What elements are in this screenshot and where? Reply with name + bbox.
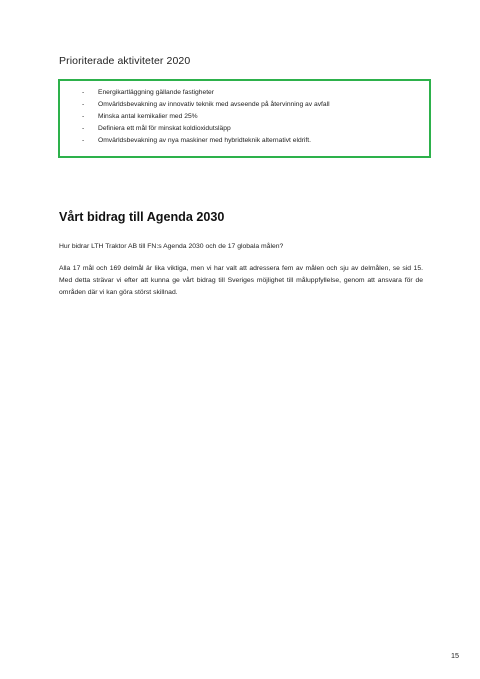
bullet-dash: - bbox=[82, 113, 85, 121]
bullet-dash: - bbox=[82, 101, 85, 109]
list-item-text: Omvärldsbevakning av innovativ teknik med avseende på återvinning av avfall bbox=[98, 101, 330, 109]
page-number: 15 bbox=[451, 651, 459, 660]
list-item-text: Minska antal kemikalier med 25% bbox=[98, 113, 198, 121]
agenda-paragraph: Alla 17 mål och 169 delmål är lika viktiga, men vi har valt att adressera fem av målen och sju av delmålen, se sid 15. Med detta strävar vi efter att kunna ge vårt bidrag till Sveriges möjlighet till måluppfyllelse, genom att ansvara för de områden där vi kan göra störst skillnad. bbox=[59, 265, 423, 296]
bullet-dash: - bbox=[82, 137, 85, 145]
agenda-heading: Vårt bidrag till Agenda 2030 bbox=[59, 210, 225, 224]
list-item bbox=[82, 123, 425, 135]
bullet-dash: - bbox=[82, 125, 85, 133]
list-item bbox=[82, 111, 425, 123]
list-item bbox=[82, 99, 425, 111]
list-item-text: Energikartläggning gällande fastigheter bbox=[98, 89, 214, 96]
bullet-dash: - bbox=[82, 89, 85, 96]
activities-box bbox=[58, 79, 431, 158]
list-item bbox=[82, 135, 425, 147]
activities-list bbox=[82, 87, 425, 147]
activities-heading: Prioriterade aktiviteter 2020 bbox=[59, 55, 191, 67]
list-item bbox=[82, 87, 425, 99]
list-item-text: Omvärldsbevakning av nya maskiner med hybridteknik alternativt eldrift. bbox=[98, 137, 311, 145]
agenda-question: Hur bidrar LTH Traktor AB till FN:s Agenda 2030 och de 17 globala målen? bbox=[59, 243, 284, 250]
list-item-text: Definiera ett mål för minskat koldioxidutsläpp bbox=[98, 125, 231, 133]
